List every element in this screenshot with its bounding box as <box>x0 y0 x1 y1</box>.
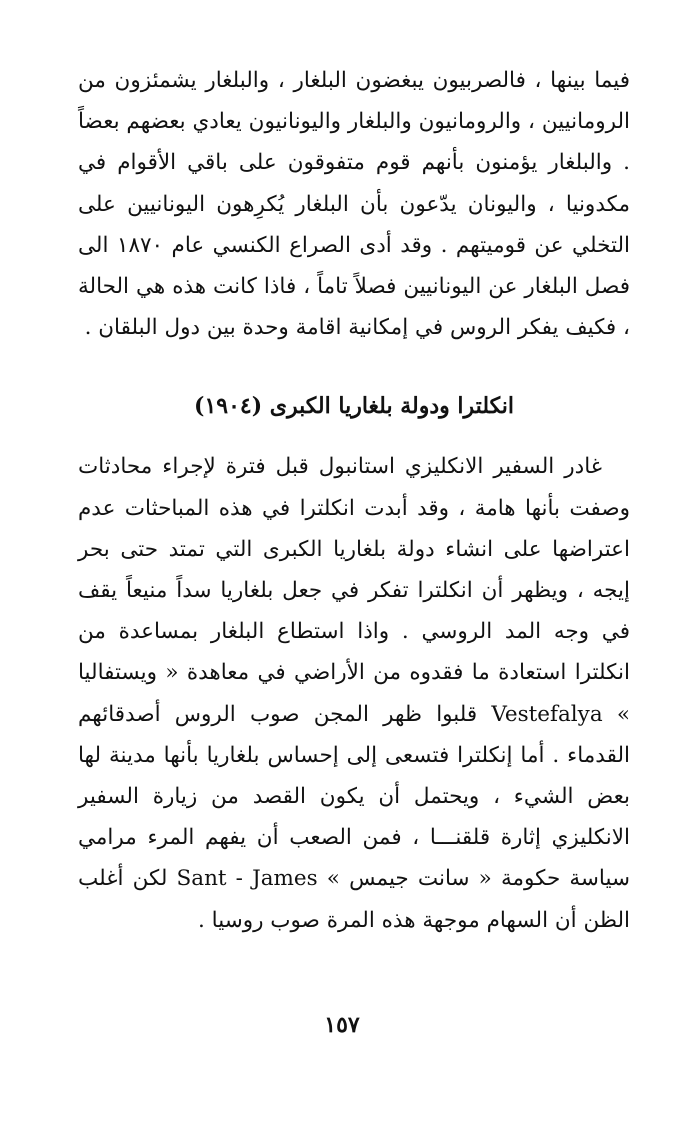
paragraph-intro: فيما بينها ، فالصربيون يبغضون البلغار ، والبلغار يشمئزون من الرومانيين ، والرومانيون والبلغار واليونانيون يعادي بعضهم بعضاً . والبلغار يؤمنون بأنهم قوم متفوقون على باقي الأقوام في مكدونيا ، واليونان يدّعون بأن البلغار يُكرِهون اليونانيين على التخلي عن قوميتهم . وقد أدى الصراع الكنسي عام ١٨٧٠ الى فصل البلغار عن اليونانيين فصلاً تاماً ، فاذا كانت هذه هي الحالة ، فكيف يفكر الروس في إمكانية اقامة وحدة بين دول البلقان . <box>78 68 630 341</box>
page-body <box>78 60 630 941</box>
paragraph-main: غادر السفير الانكليزي استانبول قبل فترة لإجراء محادثات وصفت بأنها هامة ، وقد أبدت انكلترا في هذه المباحثات عدم اعتراضها على انشاء دولة بلغاريا الكبرى التي تمتد حتى بحر إيجه ، ويظهر أن انكلترا تفكر في جعل بلغاريا سداً منيعاً يقف في وجه المد الروسي . واذا استطاع البلغار بمساعدة من انكلترا استعادة ما فقدوه من الأراضي في معاهدة « ويستفاليا » Vestefalya قلبوا ظهر المجن صوب الروس أصدقائهم القدماء . أما إنكلترا فتسعى إلى إحساس بلغاريا بأنها مدينة لها بعض الشيء ، ويحتمل أن يكون القصد من زيارة السفير الانكليزي إثارة قلقنـــا ، فمن الصعب أن يفهم المرء مرامي سياسة حكومة « سانت جيمس » Sant - James لكن أغلب الظن أن السهام موجهة هذه المرة صوب روسيا . <box>78 454 630 933</box>
section-heading: انكلترا ودولة بلغاريا الكبرى (١٩٠٤) <box>194 393 514 420</box>
page-number: ١٥٧ <box>324 1012 360 1038</box>
